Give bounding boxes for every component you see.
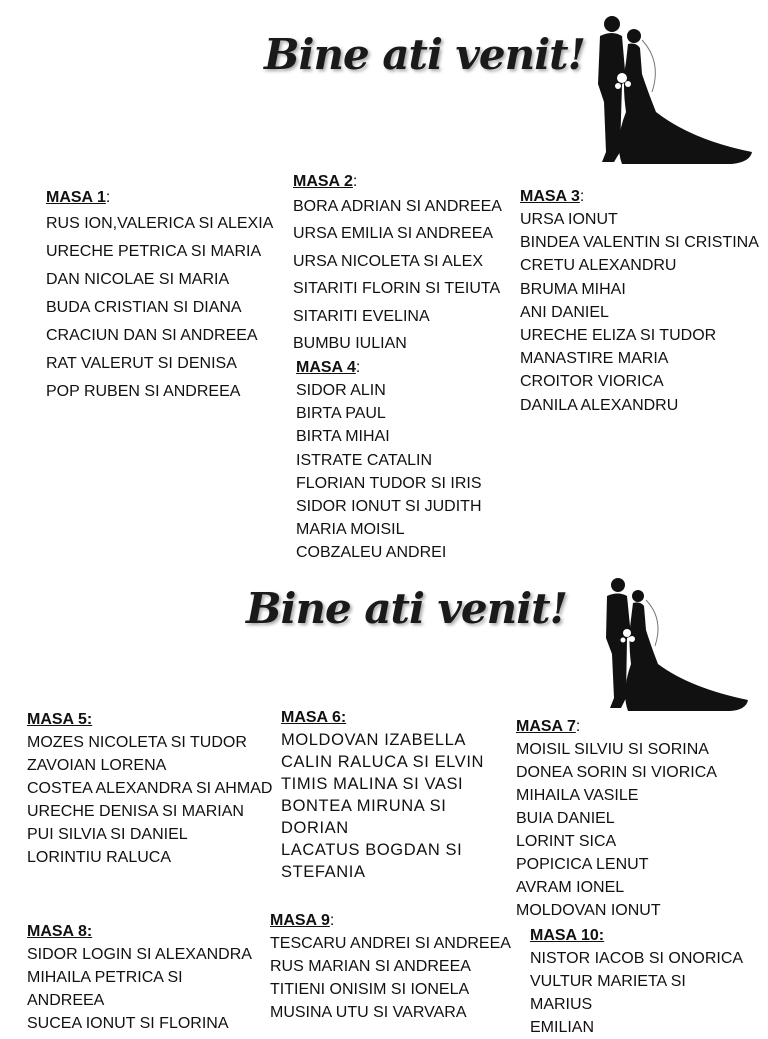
guest-row: STEFANIA	[281, 863, 366, 881]
guest-row: EMILIAN	[530, 1019, 595, 1036]
guest-row: BRUMA MIHAI	[520, 280, 626, 298]
guest-row: BIRTA PAUL	[296, 405, 386, 423]
guest-row: TESCARU ANDREI SI ANDREEA	[270, 935, 511, 952]
guest-row: LORINTIU RALUCA	[27, 849, 172, 866]
guest-row: ISTRATE CATALIN	[296, 451, 433, 469]
guest-row: DONEA SORIN SI VIORICA	[516, 764, 717, 781]
table-10	[530, 925, 743, 1039]
table-heading: MASA 6:	[281, 709, 347, 726]
guest-row: BONTEA MIRUNA SI	[281, 797, 447, 815]
table-4	[296, 357, 482, 565]
table-7	[516, 716, 717, 922]
guest-row: PUI SILVIA SI DANIEL	[27, 826, 188, 843]
welcome-title: Bine ati venit!	[264, 30, 585, 79]
guest-row: VULTUR MARIETA SI	[530, 973, 686, 990]
guest-row: MOZES NICOLETA SI TUDOR	[27, 734, 247, 751]
guest-row: BINDEA VALENTIN SI CRISTINA	[520, 234, 759, 252]
guest-row: SUCEA IONUT SI FLORINA	[27, 1015, 229, 1032]
table-heading: MASA 3:	[520, 188, 585, 205]
guest-row: CROITOR VIORICA	[520, 373, 664, 391]
guest-row: MOISIL SILVIU SI SORINA	[516, 741, 709, 758]
table-2	[293, 171, 502, 357]
guest-row: DANILA ALEXANDRU	[520, 396, 679, 414]
table-heading: MASA 10:	[530, 927, 605, 944]
guest-row: URECHE ELIZA SI TUDOR	[520, 327, 717, 345]
guest-row: MARIA MOISIL	[296, 521, 405, 539]
guest-row: DORIAN	[281, 819, 349, 837]
table-heading: MASA 8:	[27, 923, 93, 940]
guest-row: MARIUS	[530, 996, 593, 1013]
guest-row: MOLDOVAN IONUT	[516, 902, 661, 919]
guest-row: LORINT SICA	[516, 833, 617, 850]
guest-row: CRETU ALEXANDRU	[520, 257, 677, 275]
guest-row: DAN NICOLAE SI MARIA	[46, 271, 230, 288]
guest-row: RAT VALERUT SI DENISA	[46, 355, 237, 372]
guest-row: RUS MARIAN SI ANDREEA	[270, 958, 471, 975]
table-1	[46, 186, 273, 406]
guest-row: TIMIS MALINA SI VASI	[281, 775, 464, 793]
welcome-title: Bine ati venit!	[246, 584, 567, 633]
table-heading: MASA 1:	[46, 189, 111, 206]
guest-row: SIDOR IONUT SI JUDITH	[296, 498, 482, 516]
guest-row: FLORIAN TUDOR SI IRIS	[296, 474, 482, 492]
guest-row: MIHAILA VASILE	[516, 787, 639, 804]
table-3	[520, 186, 759, 417]
guest-row: BUIA DANIEL	[516, 810, 615, 827]
guest-row: URECHE DENISA SI MARIAN	[27, 803, 244, 820]
guest-row: POPICICA LENUT	[516, 856, 649, 873]
guest-row: ZAVOIAN LORENA	[27, 757, 167, 774]
guest-row: AVRAM IONEL	[516, 879, 625, 896]
table-6	[281, 707, 484, 883]
guest-row: BIRTA MIHAI	[296, 428, 390, 446]
guest-row: NISTOR IACOB SI ONORICA	[530, 950, 744, 967]
bride-groom-silhouette-icon	[582, 12, 758, 168]
guest-row: SITARITI EVELINA	[293, 307, 430, 325]
guest-row: ANDREEA	[27, 992, 105, 1009]
guest-row: BUDA CRISTIAN SI DIANA	[46, 299, 242, 316]
guest-row: URECHE PETRICA SI MARIA	[46, 243, 262, 260]
guest-row: URSA NICOLETA SI ALEX	[293, 252, 483, 270]
guest-row: TITIENI ONISIM SI IONELA	[270, 981, 470, 998]
guest-row: LACATUS BOGDAN SI	[281, 841, 463, 859]
table-heading: MASA 7:	[516, 718, 581, 735]
table-heading: MASA 9:	[270, 912, 335, 929]
guest-row: MIHAILA PETRICA SI	[27, 969, 183, 986]
table-heading: MASA 2:	[293, 173, 358, 190]
table-5	[27, 709, 272, 869]
table-heading: MASA 5:	[27, 711, 93, 728]
guest-row: MANASTIRE MARIA	[520, 350, 669, 368]
guest-row: MUSINA UTU SI VARVARA	[270, 1004, 467, 1021]
table-9	[270, 910, 511, 1024]
guest-row: URSA EMILIA SI ANDREEA	[293, 225, 494, 243]
guest-row: CALIN RALUCA SI ELVIN	[281, 753, 485, 771]
guest-row: ANI DANIEL	[520, 303, 609, 321]
table-8	[27, 921, 252, 1035]
guest-row: BUMBU IULIAN	[293, 335, 407, 353]
table-heading: MASA 4:	[296, 359, 361, 376]
guest-row: RUS ION,VALERICA SI ALEXIA	[46, 215, 274, 232]
guest-row: SIDOR ALIN	[296, 382, 386, 399]
guest-row: COBZALEU ANDREI	[296, 544, 447, 562]
guest-row: CRACIUN DAN SI ANDREEA	[46, 327, 258, 344]
guest-row: SITARITI FLORIN SI TEIUTA	[293, 280, 501, 298]
guest-row: URSA IONUT	[520, 211, 618, 228]
guest-row: BORA ADRIAN SI ANDREEA	[293, 198, 502, 215]
guest-row: COSTEA ALEXANDRA SI AHMAD	[27, 780, 273, 797]
bride-groom-silhouette-icon	[594, 574, 752, 714]
guest-row: SIDOR LOGIN SI ALEXANDRA	[27, 946, 252, 963]
guest-row: POP RUBEN SI ANDREEA	[46, 383, 241, 400]
guest-row: MOLDOVAN IZABELLA	[281, 731, 467, 749]
